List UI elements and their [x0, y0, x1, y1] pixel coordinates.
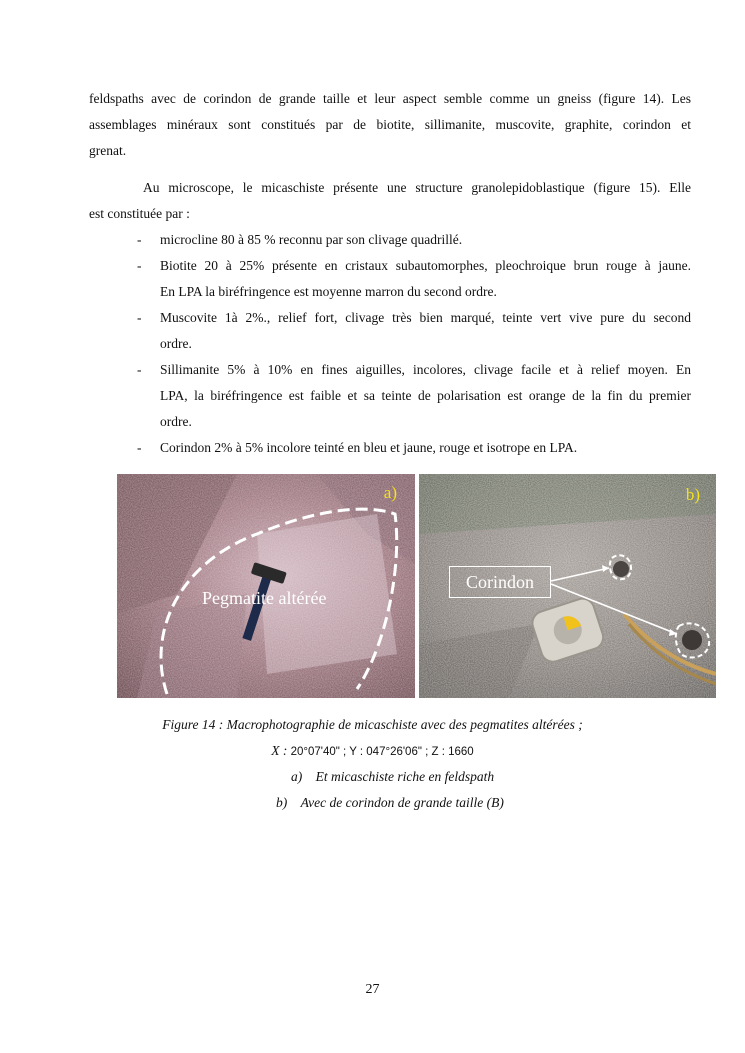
paragraph-2 [89, 175, 691, 227]
figure-14-photos [117, 474, 716, 698]
list-dash: - [137, 232, 142, 247]
caption-item-text: Avec de corindon de grande taille (B) [300, 795, 504, 810]
mineral-line: LPA, la biréfringence est faible et sa teinte de polarisation est orange de la fin du premier [160, 388, 691, 403]
mineral-line: Muscovite 1à 2%., relief fort, clivage très bien marqué, teinte vert vive pure du second [160, 310, 691, 325]
paragraph-1-line: grenat. [89, 143, 127, 158]
list-dash: - [137, 258, 142, 273]
mineral-line: Corindon 2% à 5% incolore teinté en bleu et jaune, rouge et isotrope en LPA. [160, 440, 578, 455]
figure-coordinates [0, 743, 745, 759]
caption-item-b [276, 795, 504, 811]
mineral-item-microcline [89, 227, 691, 253]
list-dash: - [137, 310, 142, 325]
mineral-item-biotite [89, 253, 691, 305]
figure-caption: Figure 14 : Macrophotographie de micaschiste avec des pegmatites altérées ; [162, 717, 583, 732]
mineral-item-muscovite [89, 305, 691, 357]
paragraph-2-line: est constituée par : [89, 206, 190, 221]
page-number: 27 [365, 982, 380, 997]
mineral-line: microcline 80 à 85 % reconnu par son clivage quadrillé. [160, 232, 463, 247]
caption-item-marker: a) [291, 769, 303, 784]
caption-item-text: Et micaschiste riche en feldspath [315, 769, 495, 784]
paragraph-1-line: feldspaths avec de corindon de grande taille et leur aspect semble comme un gneiss (figure 14). Les [89, 91, 691, 106]
pegmatite-annotation: Pegmatite altérée [202, 588, 327, 608]
caption-item-marker: b) [276, 795, 288, 810]
mineral-list [89, 227, 691, 461]
caption-item-a [291, 769, 494, 785]
mineral-line: En LPA la biréfringence est moyenne marron du second ordre. [160, 284, 497, 299]
mineral-item-sillimanite [89, 357, 691, 435]
corindon-annotation: Corindon [449, 566, 551, 598]
photo-a-pegmatite [117, 474, 415, 698]
coord-x-label: X : [271, 743, 288, 758]
mineral-item-corindon [89, 435, 691, 461]
photo-b-corindon [419, 474, 716, 698]
paragraph-2-line: Au microscope, le micaschiste présente une structure granolepidoblastique (figure 15). Elle [143, 180, 691, 195]
mineral-line: Sillimanite 5% à 10% en fines aiguilles, incolores, clivage facile et à relief moyen. En [160, 362, 691, 377]
coord-values: 20°07'40" ; Y : 047°26'06" ; Z : 1660 [287, 746, 474, 758]
paragraph-1-line: assemblages minéraux sont constitués par de biotite, sillimanite, muscovite, graphite, corindon et [89, 117, 691, 132]
paragraph-1 [89, 86, 691, 164]
mineral-line: ordre. [160, 336, 192, 351]
list-dash: - [137, 440, 142, 455]
list-dash: - [137, 362, 142, 377]
mineral-line: Biotite 20 à 25% présente en cristaux subautomorphes, pleochroique brun rouge à jaune. [160, 258, 691, 273]
photo-a-label: a) [383, 483, 397, 502]
mineral-line: ordre. [160, 414, 192, 429]
photo-b-label: b) [685, 485, 700, 504]
